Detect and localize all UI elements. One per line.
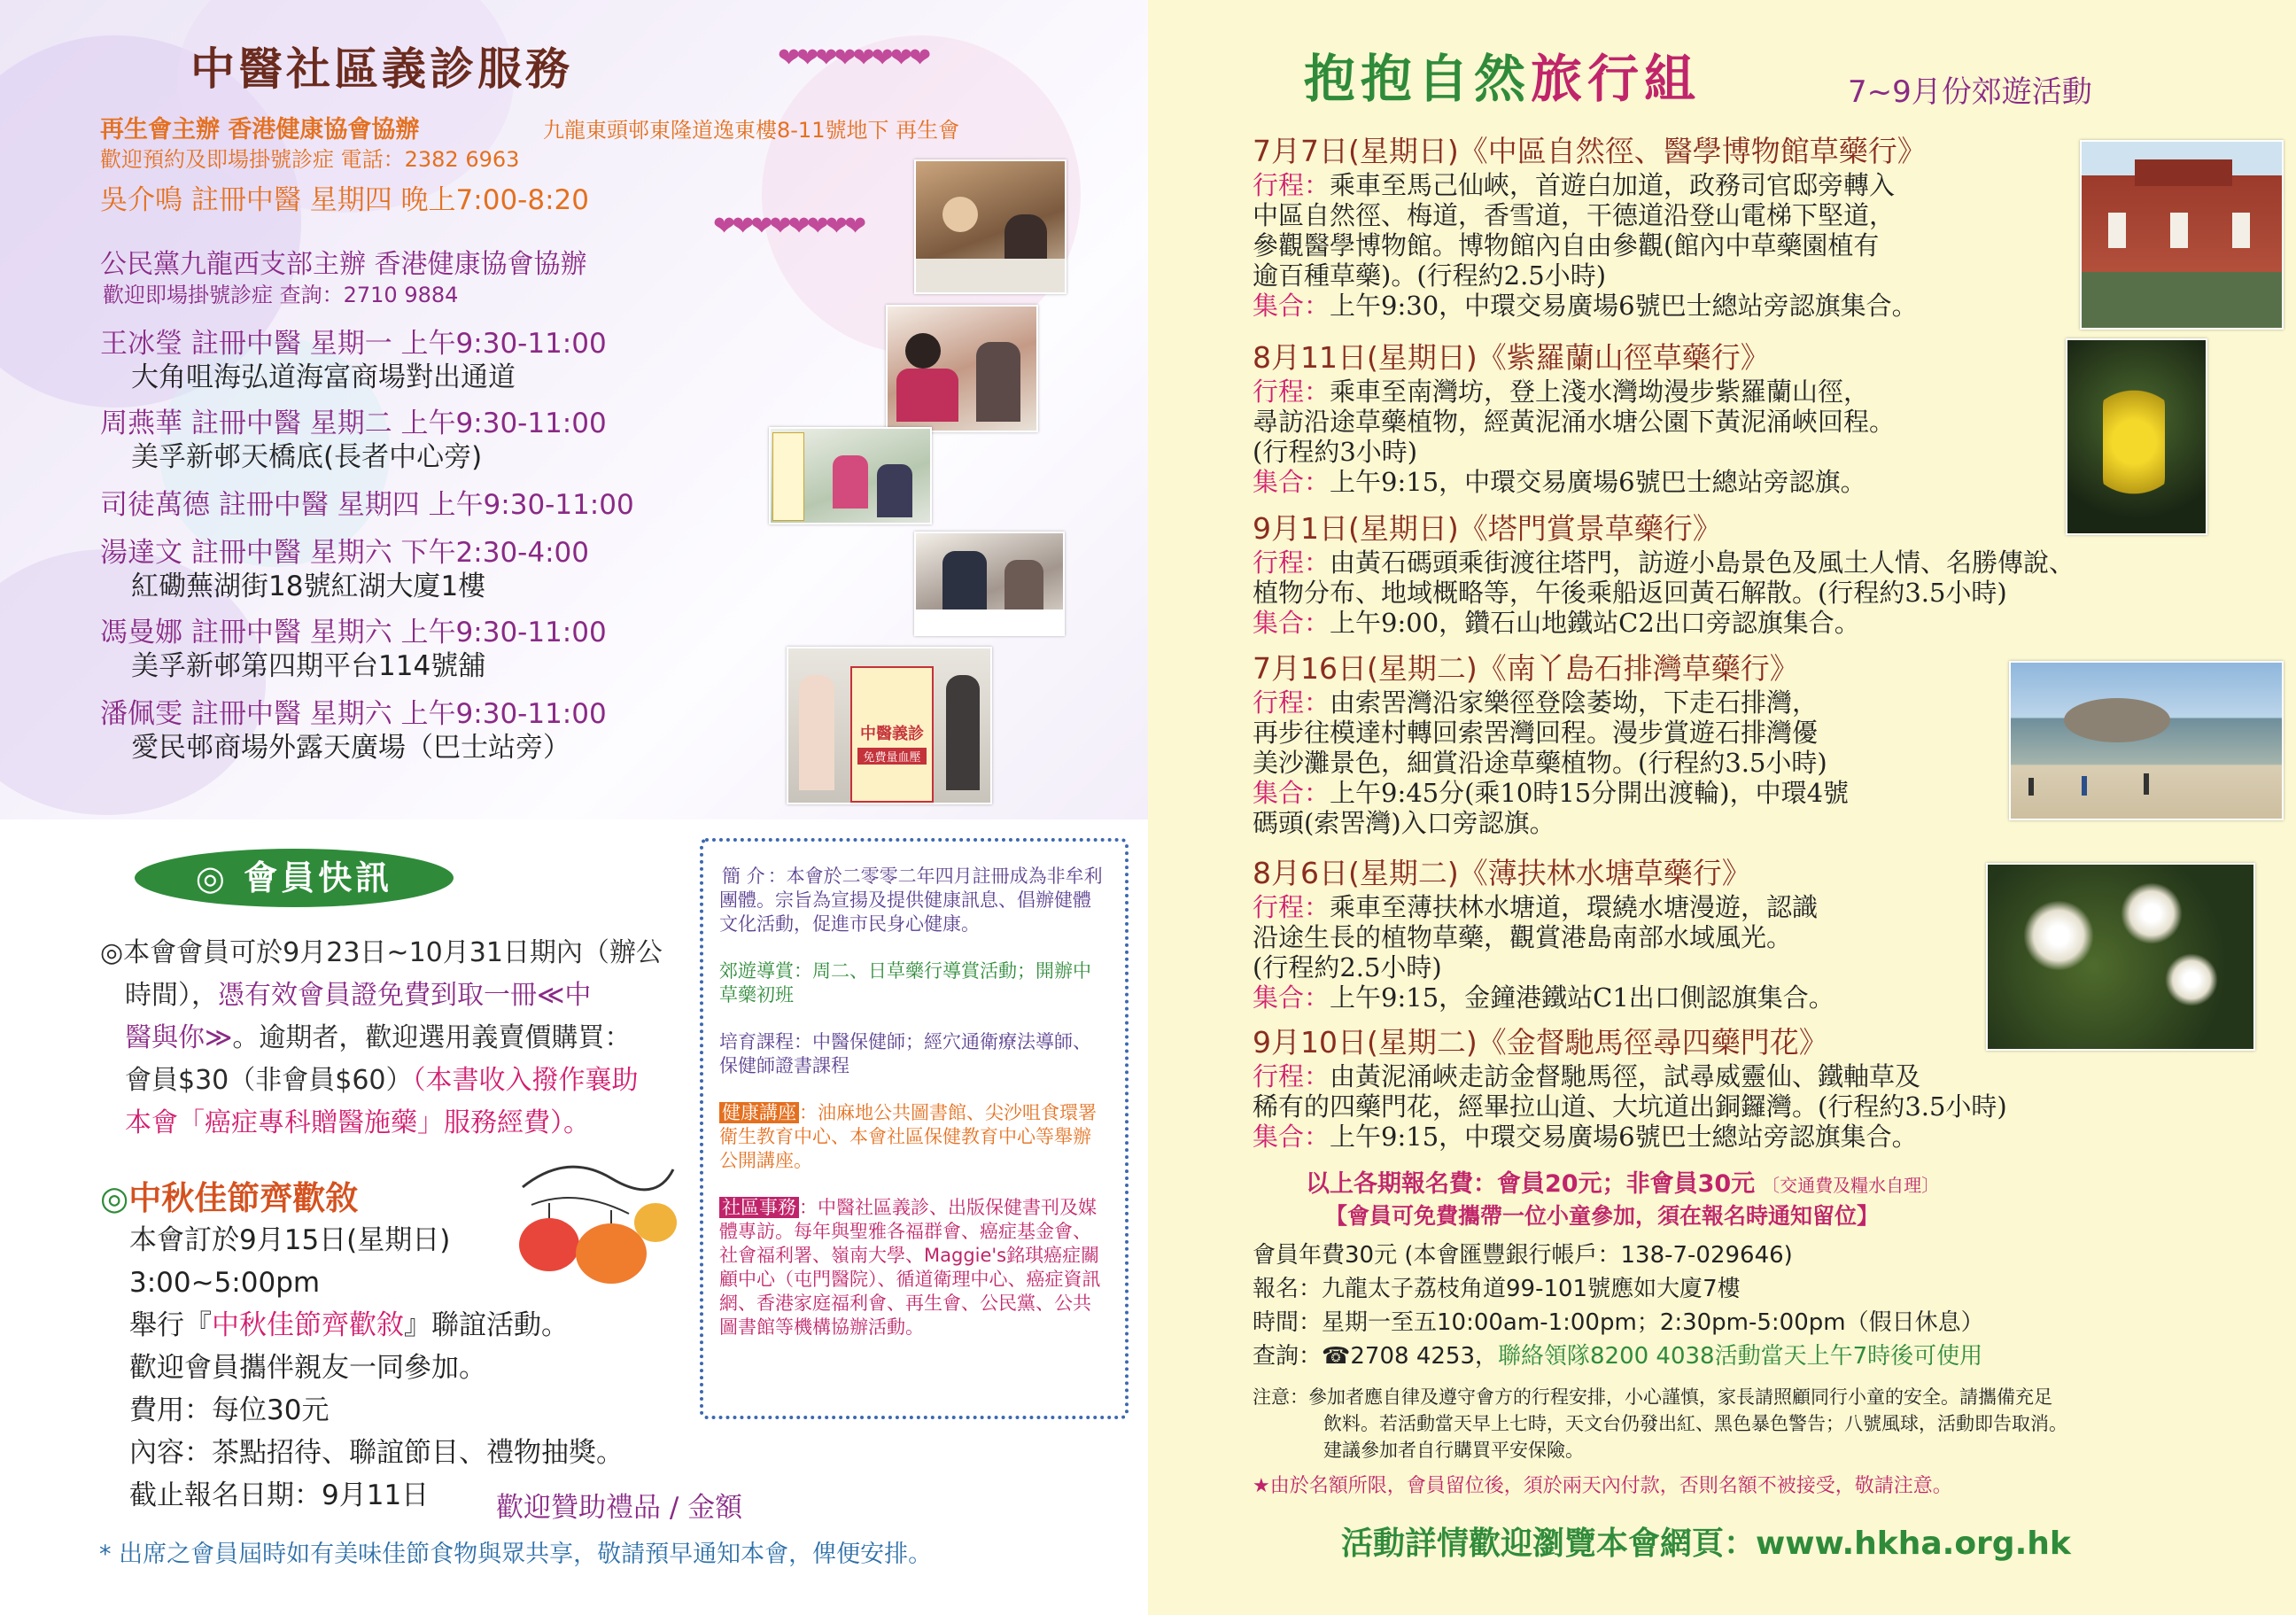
clinic-section (0, 0, 1148, 819)
section-label: 培育課程 (719, 1031, 794, 1052)
midautumn-date: 本會訂於9月15日(星期日) (129, 1224, 451, 1256)
midautumn-footnote: * 出席之會員屆時如有美味佳節食物與眾共享，敬請預早通知本會，俾便安排。 (99, 1541, 933, 1568)
flower-photo (2066, 338, 2207, 535)
trip-item: 9月1日(星期日)《塔門賞景草藥行》 行程：由黃石碼頭乘街渡往塔門，訪遊小島景色及風土人情、名勝傳說、 植物分布、地域概略等，午後乘船返回黃石解散。(行程約3.5小時) 集合：上午9:00，鑽石山地鐵站C2出口旁認旗集合。 (1253, 511, 2075, 638)
notice-line: 飲料。若活動當天早上七時，天文台仍發出紅、黑色暴色警告；八號風球，活動即告取消。 (1323, 1413, 2067, 1434)
member-news-text (100, 932, 685, 1145)
fee-line: 以上各期報名費：會員20元；非會員30元 〔交通費及糧水自理〕 (1306, 1170, 1940, 1198)
member-news-header: ◎ 會員快訊 (135, 849, 454, 907)
clinic-title: 中醫社區義診服務 (190, 43, 573, 95)
section-text: ：中醫保健師；經穴通衛療法導師、保健師證書課程 (719, 1031, 1091, 1076)
trip-heading: 7月16日(星期二)《南丫島石排灣草藥行》 (1253, 651, 1799, 686)
trip-route: 尋訪沿途草藥植物，經黃泥涌水塘公園下黃泥涌峽回程。 (1253, 407, 1896, 437)
trip-route: 沿途生長的植物草藥，觀賞港島南部水域風光。 (1253, 922, 1793, 952)
museum-photo (2080, 140, 2284, 330)
clinic-photo (914, 532, 1065, 636)
midautumn-deadline: 截止報名日期：9月11日 (129, 1479, 430, 1511)
travel-subtitle: 7~9月份郊遊活動 (1848, 74, 2092, 110)
trip-heading: 8月6日(星期二)《薄扶林水塘草藥行》 (1253, 856, 1751, 890)
clinic-location: 紅磡蕪湖街18號紅湖大廈1樓 (131, 571, 486, 602)
trip-route: 中區自然徑、梅道，香雪道，干德道沿登山電梯下堅道， (1253, 200, 1896, 230)
doctor-schedule: 湯達文 註冊中醫 星期六 下午2:30-4:00 (100, 537, 589, 569)
midautumn-event: 舉行『中秋佳節齊歡敘』聯誼活動。 (129, 1309, 569, 1341)
sign-title: 中醫義診 (860, 725, 924, 743)
clinic1-organizer: 再生會主辦 香港健康協會協辦 (100, 116, 420, 144)
trip-item: 9月10日(星期二)《金督馳馬徑尋四藥門花》 行程：由黃泥涌峽走訪金督馳馬徑，試尋威靈仙、鐵軸草及 稀有的四藥門花，經畢拉山道、大坑道出銅鑼灣。(行程約3.5小時) 集合：上午9:15，中環交易廣場6號巴士總站旁認旗集合。 (1253, 1025, 2007, 1152)
clinic1-address: 九龍東頭邨東隆道逸東樓8-11號地下 再生會 (543, 118, 960, 143)
member-text: 會員$30（非會員$60） (125, 1065, 413, 1096)
section-text: ：油麻地公共圖書館、尖沙咀食環署衛生教育中心、本會社區保健教育中心等舉辦公開講座。 (719, 1102, 1097, 1171)
clinic-photo (886, 305, 1038, 432)
child-note: 【會員可免費攜帶一位小童參加，須在報名時通知留位】 (1325, 1203, 1880, 1229)
member-text: （本書收入撥作襄助 (412, 1065, 639, 1096)
clinic-photo (914, 159, 1067, 294)
annual-fee: 會員年費30元 (本會匯豐銀行帳戶：138-7-029646) (1253, 1242, 1793, 1269)
clinic1-doctor: 吳介鳴 註冊中醫 星期四 晚上7:00-8:20 (100, 184, 589, 216)
clinic2-organizer: 公民黨九龍西支部主辦 香港健康協會協辦 (100, 249, 587, 280)
trip-route: 乘車至馬己仙峽，首遊白加道，政務司官邸旁轉入 (1330, 170, 1896, 200)
right-page (1148, 0, 2296, 1615)
clinic1-booking: 歡迎預約及即場掛號診症 電話：2382 6963 (100, 147, 520, 172)
trip-meet: 上午9:15，中環交易廣場6號巴士總站旁認旗。 (1330, 467, 1866, 497)
trip-item: 7月16日(星期二)《南丫島石排灣草藥行》 行程：由索罟灣沿家樂徑登陰萎坳，下走石排灣， 再步往模達村轉回索罟灣回程。漫步賞遊石排灣優 美沙灘景色，細賞沿途草藥植物。(行程約3.5小時) 集合：上午9:45分(乘10時15分開出渡輪)，中環4號 碼頭(索罟灣)入口旁認旗。 (1253, 651, 1850, 838)
midautumn-details (129, 1219, 624, 1517)
doctor-schedule: 潘佩雯 註冊中醫 星期六 上午9:30-11:00 (100, 698, 607, 730)
section-text: ：周二、日草藥行導賞活動；開辦中草藥初班 (719, 960, 1091, 1005)
trip-route: 由索罟灣沿家樂徑登陰萎坳，下走石排灣， (1330, 687, 1819, 718)
trip-meet: 上午9:30，中環交易廣場6號巴士總站旁認旗集合。 (1330, 291, 1918, 321)
trip-heading: 9月1日(星期日)《塔門賞景草藥行》 (1253, 511, 1722, 546)
hearts-icon: ❤❤❤❤❤❤❤❤ (778, 43, 928, 74)
trip-route: (行程約3小時) (1253, 437, 1418, 467)
trip-route: 參觀醫學博物館。博物館內自由參觀(館內中草藥園植有 (1253, 230, 1880, 260)
trip-meet: 上午9:15，中環交易廣場6號巴士總站旁認旗集合。 (1330, 1122, 1918, 1152)
clinic-location: 美孚新邨第四期平台114號舖 (131, 650, 486, 682)
website-link[interactable]: 活動詳情歡迎瀏覽本會網頁：www.hkha.org.hk (1341, 1526, 2071, 1562)
association-info-box (700, 838, 1129, 1419)
trip-meet: 上午9:15，金鐘港鐵站C1出口側認旗集合。 (1330, 982, 1834, 1013)
plant-photo (1986, 863, 2255, 1051)
trip-meet: 碼頭(索罟灣)入口旁認旗。 (1253, 808, 1555, 838)
doctor-schedule: 司徒萬德 註冊中醫 星期四 上午9:30-11:00 (100, 489, 634, 521)
member-text: 本會「癌症專科贈醫施藥」服務經費）。 (125, 1107, 590, 1138)
doctor-schedule: 王冰瑩 註冊中醫 星期一 上午9:30-11:00 (100, 328, 607, 360)
trip-route: 由黃石碼頭乘街渡往塔門，訪遊小島景色及風土人情、名勝傳說、 (1330, 547, 2075, 578)
trip-heading: 7月7日(星期日)《中區自然徑、醫學博物館草藥行》 (1253, 134, 1927, 168)
trip-route: 植物分布、地域概略等，午後乘船返回黃石解散。(行程約3.5小時) (1253, 578, 2007, 608)
beach-photo (2009, 661, 2284, 820)
clinic2-booking: 歡迎即場掛號診症 查詢：2710 9884 (103, 283, 459, 307)
clinic-photo (769, 427, 932, 524)
notice-line: 建議參加者自行購買平安保險。 (1323, 1440, 1584, 1461)
clinic-location: 愛民邨商場外露天廣場（巴士站旁） (131, 732, 570, 764)
trip-route: 逾百種草藥)。(行程約2.5小時) (1253, 260, 1607, 291)
midautumn-content: 內容：茶點招待、聯誼節目、禮物抽獎。 (129, 1437, 624, 1469)
section-label: 健康講座 (719, 1102, 799, 1123)
sponsor-text: 歡迎贊助禮品 / 金額 (496, 1492, 743, 1524)
midautumn-fee: 費用：每位30元 (129, 1394, 330, 1426)
trip-heading: 9月10日(星期二)《金督馳馬徑尋四藥門花》 (1253, 1025, 1828, 1060)
trip-meet: 上午9:45分(乘10時15分開出渡輪)，中環4號 (1330, 778, 1850, 808)
member-text: 時間）， (125, 980, 218, 1011)
member-text: 憑有效會員證免費到取一冊≪中 (218, 980, 592, 1011)
notice-line: 注意：參加者應自律及遵守會方的行程安排，小心謹慎，家長請照顧同行小童的安全。請攜備充足 (1253, 1386, 2052, 1408)
clinic-photo (787, 647, 992, 804)
trip-heading: 8月11日(星期日)《紫羅蘭山徑草藥行》 (1253, 340, 1770, 375)
trip-item: 7月7日(星期日)《中區自然徑、醫學博物館草藥行》 行程：乘車至馬己仙峽，首遊白加道，政務司官邸旁轉入 中區自然徑、梅道，香雪道，干德道沿登山電梯下堅道， 參觀醫學博物館。博物館內自由參觀(館內中草藥園植有 逾百種草藥)。(行程約2.5小時) 集合：上午9:30，中環交易廣場6號巴士總站旁認旗集合。 (1253, 134, 1927, 321)
hearts-icon: ❤❤❤❤❤❤❤❤ (713, 211, 864, 242)
member-text: 。逾期者，歡迎選用義賣價購買： (232, 1022, 632, 1053)
member-text: ◎本會會員可於9月23日~10月31日期內（辦公 (100, 937, 663, 968)
trip-route: 稀有的四藥門花，經畢拉山道、大坑道出銅鑼灣。(行程約3.5小時) (1253, 1091, 2007, 1122)
trip-route: (行程約2.5小時) (1253, 952, 1442, 982)
travel-title: 抱抱自然旅行組 (1304, 49, 1702, 109)
trip-item: 8月6日(星期二)《薄扶林水塘草藥行》 行程：乘車至薄扶林水塘道，環繞水塘漫遊，認識 沿途生長的植物草藥，觀賞港島南部水域風光。 (行程約2.5小時) 集合：上午9:15，金鐘港鐵站C1出口側認旗集合。 (1253, 856, 1834, 1013)
register-address: 報名：九龍太子荔枝角道99-101號應如大廈7樓 (1253, 1276, 1741, 1302)
clinic-location: 美孚新邨天橋底(長者中心旁) (131, 441, 483, 473)
section-label: 社區事務 (719, 1197, 799, 1218)
trip-route: 乘車至薄扶林水塘道，環繞水塘漫遊，認識 (1330, 892, 1819, 922)
enquiry: 查詢：☎2708 4253，聯絡領隊8200 4038活動當天上午7時後可使用 (1253, 1343, 1983, 1370)
section-text: ：中醫社區義診、出版保健書刊及媒體專訪。每年與聖雅各福群會、癌症基金會、社會福利署、嶺南大學、Maggie's銘琪癌症關顧中心（屯門醫院）、循道衛理中心、癌症資訊網、香港家庭福利會、再生會、公民黨、公共圖書館等機構協辦活動。 (719, 1197, 1101, 1338)
notice (1253, 1384, 2067, 1464)
contact-info (1253, 1238, 1984, 1373)
trip-route: 由黃泥涌峽走訪金督馳馬徑，試尋威靈仙、鐵軸草及 (1330, 1061, 1921, 1091)
doctor-schedule: 周燕華 註冊中醫 星期二 上午9:30-11:00 (100, 408, 607, 439)
intro-text: ：本會於二零零二年四月註冊成為非牟利團體。宗旨為宣揚及提供健康訊息、倡辦健體文化活動，促進市民身心健康。 (719, 866, 1103, 935)
section-label: 郊遊導賞 (719, 960, 794, 982)
office-hours: 時間：星期一至五10:00am-1:00pm；2:30pm-5:00pm（假日休息） (1253, 1309, 1984, 1336)
trip-route: 再步往模達村轉回索罟灣回程。漫步賞遊石排灣優 (1253, 718, 1819, 748)
member-text: 醫與你≫ (125, 1022, 233, 1053)
midautumn-title: ◎中秋佳節齊歡敘 (100, 1179, 359, 1217)
midautumn-invite: 歡迎會員攜伴親友一同參加。 (129, 1352, 486, 1384)
sign-subtitle: 免費量血壓 (857, 748, 927, 765)
trip-route: 美沙灘景色，細賞沿途草藥植物。(行程約3.5小時) (1253, 748, 1827, 778)
trip-meet: 上午9:00，鑽石山地鐵站C2出口旁認旗集合。 (1330, 608, 1860, 638)
doctor-schedule: 馮曼娜 註冊中醫 星期六 上午9:30-11:00 (100, 617, 607, 648)
intro-label: 簡 介 (722, 866, 765, 887)
trip-item: 8月11日(星期日)《紫羅蘭山徑草藥行》 行程：乘車至南灣坊，登上淺水灣坳漫步紫羅蘭山徑， 尋訪沿途草藥植物，經黃泥涌水塘公園下黃泥涌峽回程。 (行程約3小時) 集合：上午9:15，中環交易廣場6號巴士總站旁認旗。 (1253, 340, 1896, 497)
star-note: ★由於名額所限，會員留位後，須於兩天內付款，否則名額不被接受，敬請注意。 (1253, 1475, 1952, 1497)
midautumn-time: 3:00~5:00pm (129, 1267, 321, 1299)
clinic-location: 大角咀海弘道海富商場對出通道 (131, 361, 516, 393)
trip-route: 乘車至南灣坊，登上淺水灣坳漫步紫羅蘭山徑， (1330, 377, 1870, 407)
